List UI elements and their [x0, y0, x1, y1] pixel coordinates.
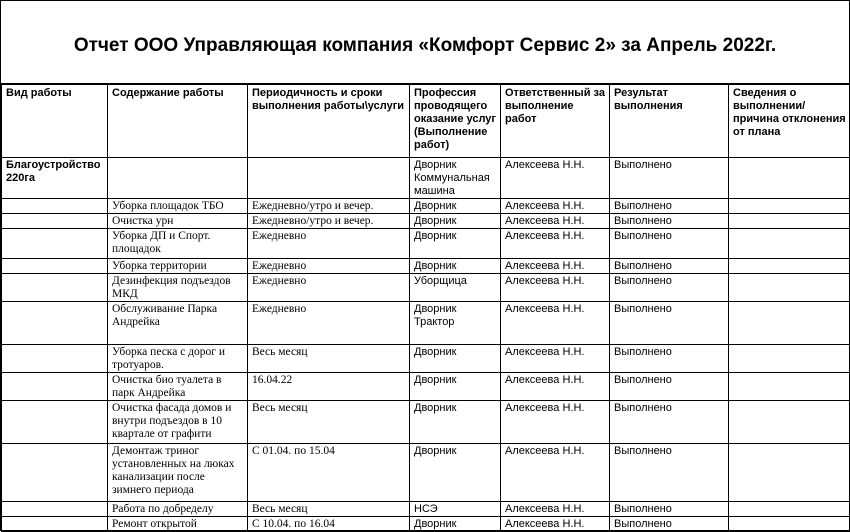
report-title: Отчет ООО Управляющая компания «Комфорт Сервис 2» за Апрель 2022г. — [1, 1, 849, 84]
cell-work-type — [2, 214, 108, 229]
cell-notes — [729, 444, 850, 502]
cell-profession: Дворник Трактор — [410, 302, 501, 345]
cell-work-content: Ремонт открытой — [108, 517, 248, 532]
cell-notes — [729, 214, 850, 229]
cell-result: Выполнено — [610, 345, 729, 373]
cell-periodicity: Ежедневно — [248, 259, 410, 274]
cell-work-content: Очистка био туалета в парк Андрейка — [108, 373, 248, 401]
cell-work-content: Работа по добределу — [108, 502, 248, 517]
cell-responsible: Алексеева Н.Н. — [501, 259, 610, 274]
cell-responsible: Алексеева Н.Н. — [501, 345, 610, 373]
cell-result: Выполнено — [610, 302, 729, 345]
cell-work-type: Благоустройство 220га — [2, 158, 108, 199]
cell-notes — [729, 199, 850, 214]
cell-profession: Дворник Коммунальная машина — [410, 158, 501, 199]
header-row — [2, 85, 850, 158]
table-body — [2, 158, 850, 532]
cell-responsible: Алексеева Н.Н. — [501, 444, 610, 502]
cell-work-type — [2, 229, 108, 259]
cell-result: Выполнено — [610, 444, 729, 502]
cell-result: Выполнено — [610, 158, 729, 199]
cell-work-type — [2, 401, 108, 444]
cell-responsible: Алексеева Н.Н. — [501, 502, 610, 517]
cell-work-type — [2, 373, 108, 401]
cell-work-type — [2, 199, 108, 214]
cell-responsible: Алексеева Н.Н. — [501, 373, 610, 401]
cell-result: Выполнено — [610, 401, 729, 444]
cell-periodicity: Ежедневно — [248, 302, 410, 345]
cell-periodicity — [248, 158, 410, 199]
table-row — [2, 502, 850, 517]
cell-responsible: Алексеева Н.Н. — [501, 199, 610, 214]
cell-notes — [729, 502, 850, 517]
table-row — [2, 259, 850, 274]
cell-profession: Дворник — [410, 214, 501, 229]
header-responsible: Ответственный за выполнение работ — [501, 85, 610, 158]
cell-profession: Дворник — [410, 444, 501, 502]
cell-periodicity: Ежедневно/утро и вечер. — [248, 199, 410, 214]
cell-notes — [729, 158, 850, 199]
cell-profession: Дворник — [410, 259, 501, 274]
cell-result: Выполнено — [610, 214, 729, 229]
cell-work-type — [2, 274, 108, 302]
cell-responsible: Алексеева Н.Н. — [501, 517, 610, 532]
cell-profession: Дворник — [410, 517, 501, 532]
cell-work-content: Обслуживание Парка Андрейка — [108, 302, 248, 345]
cell-work-type — [2, 345, 108, 373]
cell-periodicity: Весь месяц — [248, 502, 410, 517]
cell-work-content: Уборка территории — [108, 259, 248, 274]
header-profession: Профессия проводящего оказание услуг (Выполнение работ) — [410, 85, 501, 158]
cell-responsible: Алексеева Н.Н. — [501, 401, 610, 444]
cell-work-content: Очистка урн — [108, 214, 248, 229]
cell-result: Выполнено — [610, 373, 729, 401]
header-work-content: Содержание работы — [108, 85, 248, 158]
cell-periodicity: С 01.04. по 15.04 — [248, 444, 410, 502]
cell-notes — [729, 345, 850, 373]
cell-profession: Дворник — [410, 401, 501, 444]
cell-profession: Дворник — [410, 229, 501, 259]
header-periodicity: Периодичность и сроки выполнения работы\услуги — [248, 85, 410, 158]
table-row — [2, 345, 850, 373]
cell-profession: Дворник — [410, 345, 501, 373]
cell-result: Выполнено — [610, 199, 729, 214]
table-row — [2, 401, 850, 444]
cell-work-type — [2, 302, 108, 345]
cell-work-content: Очистка фасада домов и внутри подъездов в 10 квартале от графити — [108, 401, 248, 444]
cell-profession: Дворник — [410, 199, 501, 214]
table-row — [2, 274, 850, 302]
cell-work-type — [2, 259, 108, 274]
table-row — [2, 158, 850, 199]
cell-notes — [729, 517, 850, 532]
header-work-type: Вид работы — [2, 85, 108, 158]
cell-notes — [729, 229, 850, 259]
cell-work-content — [108, 158, 248, 199]
cell-periodicity: Ежедневно/утро и вечер. — [248, 214, 410, 229]
cell-notes — [729, 373, 850, 401]
cell-responsible: Алексеева Н.Н. — [501, 229, 610, 259]
cell-work-content: Уборка ДП и Спорт. площадок — [108, 229, 248, 259]
cell-notes — [729, 274, 850, 302]
cell-responsible: Алексеева Н.Н. — [501, 158, 610, 199]
cell-notes — [729, 302, 850, 345]
cell-periodicity: 16.04.22 — [248, 373, 410, 401]
cell-work-content: Демонтаж триног установленных на люках канализации после зимнего периода — [108, 444, 248, 502]
cell-notes — [729, 259, 850, 274]
cell-result: Выполнено — [610, 517, 729, 532]
cell-work-type — [2, 517, 108, 532]
report-table — [1, 84, 850, 532]
cell-result: Выполнено — [610, 274, 729, 302]
cell-periodicity: Ежедневно — [248, 274, 410, 302]
table-row — [2, 517, 850, 532]
cell-responsible: Алексеева Н.Н. — [501, 214, 610, 229]
cell-periodicity: Ежедневно — [248, 229, 410, 259]
header-notes: Сведения о выполнении/ причина отклонения от плана — [729, 85, 850, 158]
table-row — [2, 229, 850, 259]
table-row — [2, 373, 850, 401]
cell-result: Выполнено — [610, 259, 729, 274]
cell-work-type — [2, 444, 108, 502]
cell-periodicity: С 10.04. по 16.04 — [248, 517, 410, 532]
cell-profession: НСЭ — [410, 502, 501, 517]
cell-work-type — [2, 502, 108, 517]
cell-work-content: Уборка песка с дорог и тротуаров. — [108, 345, 248, 373]
cell-profession: Дворник — [410, 373, 501, 401]
cell-notes — [729, 401, 850, 444]
table-row — [2, 199, 850, 214]
cell-work-content: Уборка площадок ТБО — [108, 199, 248, 214]
cell-periodicity: Весь месяц — [248, 401, 410, 444]
cell-responsible: Алексеева Н.Н. — [501, 302, 610, 345]
cell-result: Выполнено — [610, 502, 729, 517]
cell-responsible: Алексеева Н.Н. — [501, 274, 610, 302]
table-row — [2, 444, 850, 502]
cell-profession: Уборщица — [410, 274, 501, 302]
cell-result: Выполнено — [610, 229, 729, 259]
table-row — [2, 214, 850, 229]
header-result: Результат выполнения — [610, 85, 729, 158]
table-row — [2, 302, 850, 345]
cell-periodicity: Весь месяц — [248, 345, 410, 373]
cell-work-content: Дезинфекция подъездов МКД — [108, 274, 248, 302]
